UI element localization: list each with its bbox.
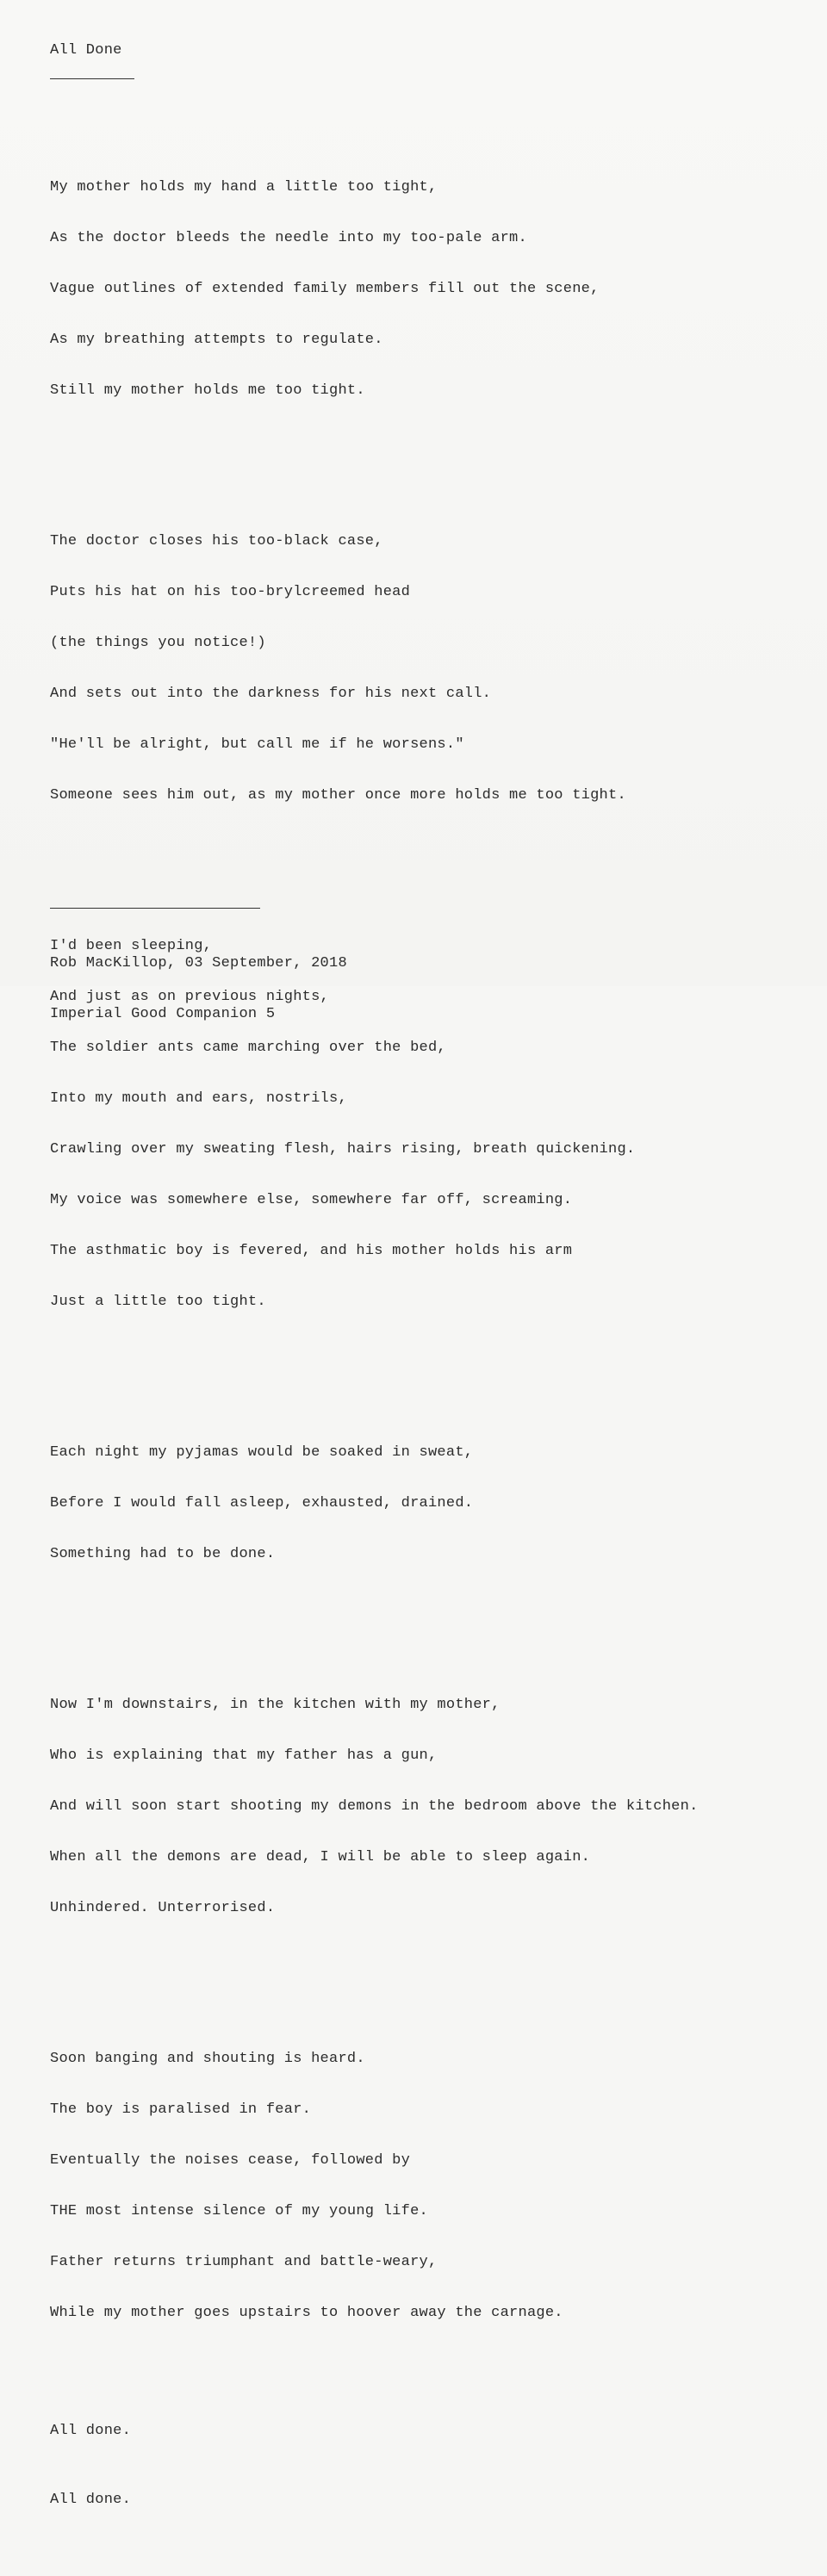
- poem-line: Into my mouth and ears, nostrils,: [50, 1090, 347, 1107]
- poem-line: Crawling over my sweating flesh, hairs rising, breath quickening.: [50, 1141, 636, 1158]
- poem-line: Soon banging and shouting is heard.: [50, 2051, 365, 2067]
- poem-line: I'd been sleeping,: [50, 938, 213, 954]
- poem-line: The boy is paralised in fear.: [50, 2101, 312, 2118]
- author-date: Rob MacKillop, 03 September, 2018: [50, 955, 347, 971]
- refrain-line-1: All done.: [50, 2423, 132, 2439]
- poem-line: When all the demons are dead, I will be able to sleep again.: [50, 1849, 591, 1865]
- signature-block: [50, 922, 347, 1056]
- poem-line: The asthmatic boy is fevered, and his mother holds his arm: [50, 1243, 573, 1259]
- poem-line: "He'll be alright, but call me if he worsens.": [50, 736, 464, 753]
- poem-line: While my mother goes upstairs to hoover away the carnage.: [50, 2305, 563, 2321]
- poem-line: Just a little too tight.: [50, 1294, 266, 1310]
- poem-line: As my breathing attempts to regulate.: [50, 332, 383, 348]
- poem-line: Vague outlines of extended family members fill out the scene,: [50, 281, 600, 297]
- poem-line: Unhindered. Unterrorised.: [50, 1900, 276, 1916]
- poem-line: THE most intense silence of my young life.: [50, 2203, 428, 2219]
- poem-line: My voice was somewhere else, somewhere far off, screaming.: [50, 1192, 573, 1208]
- poem-line: Eventually the noises cease, followed by: [50, 2152, 411, 2169]
- poem-line: Father returns triumphant and battle-weary,: [50, 2254, 438, 2270]
- poem-line: Puts his hat on his too-brylcreemed head: [50, 584, 411, 600]
- poem-line: (the things you notice!): [50, 635, 266, 651]
- poem-line: And sets out into the darkness for his next call.: [50, 686, 492, 702]
- poem-line: My mother holds my hand a little too tight,: [50, 179, 438, 196]
- stanza-1: [50, 146, 825, 432]
- poem-title: All Done: [50, 42, 122, 59]
- stanza-4: [50, 1411, 825, 1596]
- poem-line: The soldier ants came marching over the bed,: [50, 1040, 446, 1056]
- poem-line: And will soon start shooting my demons in the bedroom above the kitchen.: [50, 1798, 699, 1815]
- poem-line: Something had to be done.: [50, 1546, 276, 1562]
- poem-line: And just as on previous nights,: [50, 989, 330, 1005]
- poem-line: The doctor closes his too-black case,: [50, 533, 383, 549]
- stanza-5: [50, 1663, 825, 1950]
- poem-line: Each night my pyjamas would be soaked in sweat,: [50, 1444, 474, 1461]
- typewriter-model: Imperial Good Companion 5: [50, 1006, 276, 1022]
- poem-line: Someone sees him out, as my mother once more holds me too tight.: [50, 787, 626, 804]
- poem-line: Still my mother holds me too tight.: [50, 382, 365, 399]
- poem-line: Before I would fall asleep, exhausted, drained.: [50, 1495, 474, 1511]
- stanza-2: [50, 500, 825, 837]
- poem-line: As the doctor bleeds the needle into my too-pale arm.: [50, 230, 527, 246]
- title-underline: [50, 78, 134, 79]
- poem-line: Now I'm downstairs, in the kitchen with my mother,: [50, 1697, 501, 1713]
- poem-line: Who is explaining that my father has a gun,: [50, 1747, 438, 1764]
- stanza-6: [50, 2017, 825, 2355]
- refrain-line-2: All done.: [50, 2492, 132, 2508]
- signature-rule: [50, 908, 260, 909]
- poem-body: [50, 96, 825, 2576]
